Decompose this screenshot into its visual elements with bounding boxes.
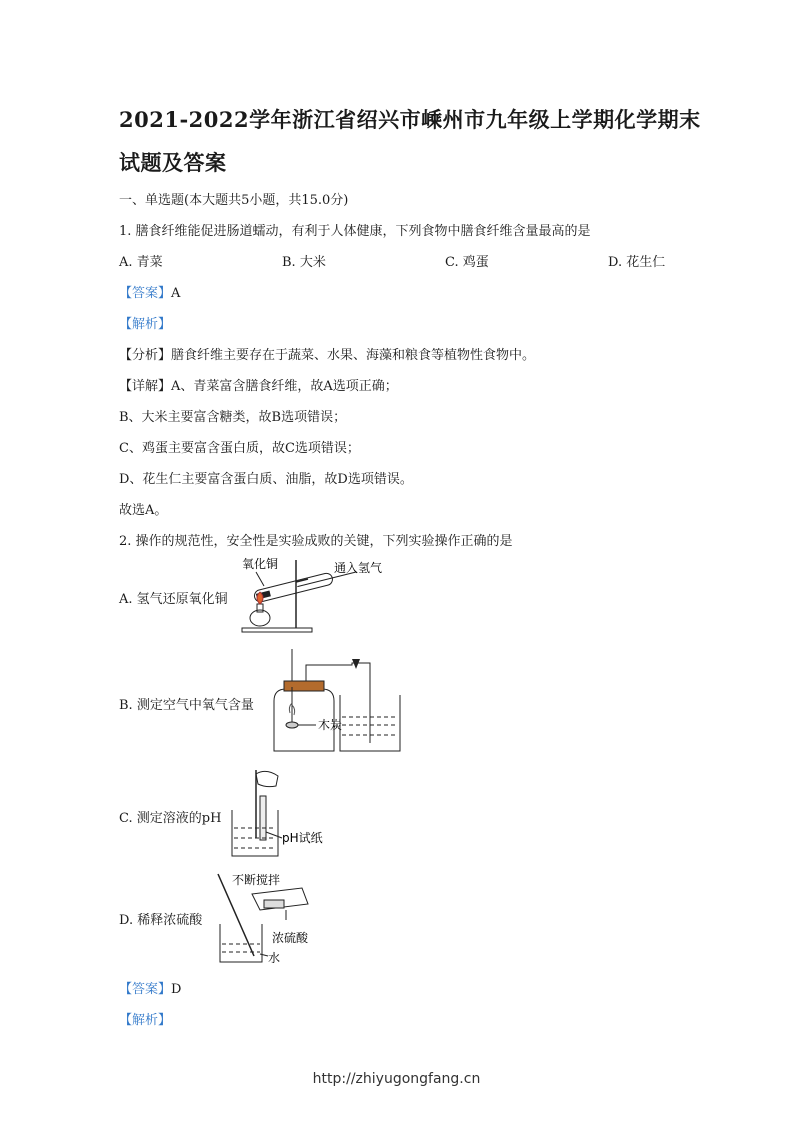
q1-answer-line [119,282,180,301]
document-title-line2: 试题及答案 [119,150,227,175]
q2-answer: D [171,982,182,997]
fig-d-label-stir: 不断搅拌 [232,873,281,887]
q1-answer: A [171,286,181,301]
q1-line-c: C、鸡蛋主要富含蛋白质，故C选项错误； [119,441,360,456]
q1-stem: 1. 膳食纤维能促进肠道蠕动，有利于人体健康，下列食物中膳食纤维含量最高的是 [119,224,591,239]
q1-detail-line [119,375,398,394]
document-title-line1: 2021-2022学年浙江省绍兴市嵊州市九年级上学期化学期末 [119,107,701,132]
section-heading: 一、单选题(本大题共5小题，共15.0分) [119,193,349,208]
fig-b-label-charcoal: 木炭 [318,718,343,732]
fig-d-label-water: 水 [268,951,281,965]
footer-url[interactable]: http://zhiyugongfang.cn [312,1071,481,1087]
detail-text: A、青菜富含膳食纤维，故A选项正确； [171,379,398,394]
fenxi-tag: 【分析】 [119,348,172,363]
q2-stem: 2. 操作的规范性，安全性是实验成败的关键，下列实验操作正确的是 [119,534,513,549]
q1-line-b: B、大米主要富含糖类，故B选项错误； [119,410,347,425]
fenxi-text: 膳食纤维主要存在于蔬菜、水果、海藻和粮食等植物性食物中。 [171,348,536,363]
figure-ph-test [226,766,336,860]
q2-option-a: A. 氢气还原氧化铜 [119,592,228,607]
q2-answer-line [119,978,181,997]
q1-fenxi-line [119,344,535,363]
fig-a-label-copper-oxide: 氧化铜 [242,557,279,571]
q1-option-b: B. 大米 [282,255,326,270]
fig-d-label-acid: 浓硫酸 [272,931,309,945]
q2-option-d: D. 稀释浓硫酸 [119,913,203,928]
figure-oxygen-measurement [270,643,410,755]
q1-option-d: D. 花生仁 [608,255,666,270]
detail-tag: 【详解】 [119,379,172,394]
fig-c-label-ph-paper: pH试纸 [282,831,323,845]
q1-option-c: C. 鸡蛋 [445,255,489,270]
answer-tag: 【答案】 [119,982,172,997]
q2-option-b: B. 测定空气中氧气含量 [119,698,254,713]
figure-hydrogen-reduction [238,552,394,636]
q1-analysis-tag: 【解析】 [119,317,172,332]
q2-option-c: C. 测定溶液的pH [119,811,222,826]
q1-option-a: A. 青菜 [119,255,163,270]
q1-conclusion: 故选A。 [119,503,168,518]
answer-tag: 【答案】 [119,286,172,301]
fig-a-label-hydrogen: 通入氢气 [334,561,383,575]
q1-line-d: D、花生仁主要富含蛋白质、油脂，故D选项错误。 [119,472,413,487]
figure-dilute-acid [212,870,322,966]
q2-analysis-tag: 【解析】 [119,1013,172,1028]
